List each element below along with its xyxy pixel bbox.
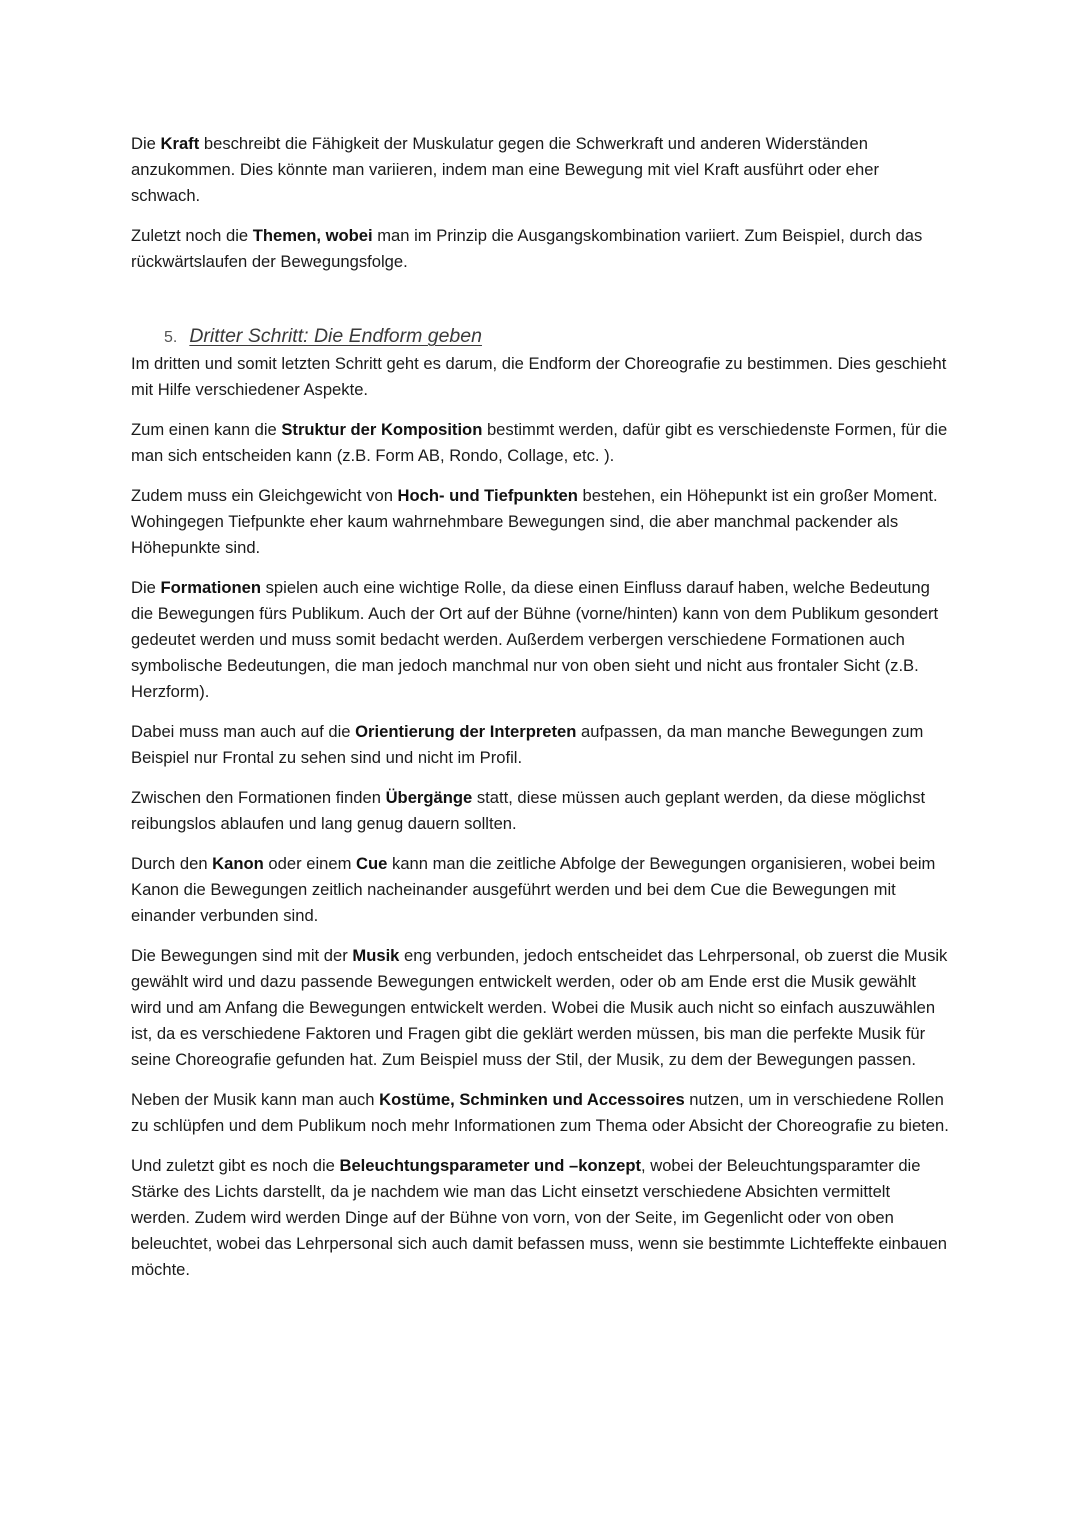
term-hoch-tiefpunkte: Hoch- und Tiefpunkten: [397, 486, 578, 505]
paragraph-orientierung: Dabei muss man auch auf die Orientierung der Interpreten aufpassen, da man manche Bewegungen zum Beispiel nur Frontal zu sehen sind und nicht im Profil.: [131, 722, 924, 767]
term-cue: Cue: [356, 854, 388, 873]
paragraph-uebergaenge: Zwischen den Formationen finden Übergänge statt, diese müssen auch geplant werden, da diese möglichst reibungslos ablaufen und lang genug dauern sollten.: [131, 788, 926, 833]
paragraph-kostueme: Neben der Musik kann man auch Kostüme, Schminken und Accessoires nutzen, um in verschiedene Rollen zu schlüpfen und dem Publikum noch mehr Informationen zum Thema oder Absicht der Choreografie zu bieten.: [131, 1090, 949, 1135]
paragraph-musik: Die Bewegungen sind mit der Musik eng verbunden, jedoch entscheidet das Lehrpersonal, ob zuerst die Musik gewählt wird und dazu passende Bewegungen entwickelt werden, oder ob am Ende erst die Musik gewählt wird und am Anfang die Bewegungen entwickelt werden. Wobei die Musik auch nicht so einfach auszuwählen ist, da es verschiedene Faktoren und Fragen gibt die geklärt werden müssen, bis man die perfekte Musik für seine Choreografie gefunden hat. Zum Beispiel muss der Stil, der Musik, zu dem der Bewegungen passen.: [131, 946, 948, 1069]
term-formationen: Formationen: [160, 578, 262, 597]
term-struktur: Struktur der Komposition: [281, 420, 483, 439]
paragraph-intro: Im dritten und somit letzten Schritt geht es darum, die Endform der Choreografie zu bestimmen. Dies geschieht mit Hilfe verschiedener Aspekte.: [131, 354, 947, 399]
section-number: 5.: [164, 329, 178, 346]
paragraph-kanon-cue: Durch den Kanon oder einem Cue kann man die zeitliche Abfolge der Bewegungen organisieren, wobei beim Kanon die Bewegungen zeitlich nacheinander ausgeführt werden und bei dem Cue die Bewegungen mit einander verbunden sind.: [131, 854, 936, 925]
paragraph-hoch-tiefpunkte: Zudem muss ein Gleichgewicht von Hoch- und Tiefpunkten bestehen, ein Höhepunkt ist ein großer Moment. Wohingegen Tiefpunkte eher kaum wahrnehmbare Bewegungen sind, die aber manchmal packender als Höhepunkte sind.: [131, 486, 938, 557]
section-title: Dritter Schritt: Die Endform geben: [189, 325, 482, 347]
term-uebergaenge: Übergänge: [385, 788, 473, 807]
term-kostueme: Kostüme, Schminken und Accessoires: [379, 1090, 685, 1109]
term-orientierung: Orientierung der Interpreten: [355, 722, 577, 741]
document-page: [131, 131, 951, 1297]
term-musik: Musik: [352, 946, 400, 965]
paragraph-kraft: Die Kraft beschreibt die Fähigkeit der Muskulatur gegen die Schwerkraft und anderen Widerständen anzukommen. Dies könnte man variieren, indem man eine Bewegung mit viel Kraft ausführt oder eher schwach.: [131, 134, 880, 205]
term-kanon: Kanon: [212, 854, 264, 873]
term-themen: Themen, wobei: [252, 226, 373, 245]
paragraph-beleuchtung: Und zuletzt gibt es noch die Beleuchtungsparameter und –konzept, wobei der Beleuchtungsparamter die Stärke des Lichts darstellt, da je nachdem wie man das Licht einsetzt verschiedene Absichten vermittelt werden. Zudem wird werden Dinge auf der Bühne von vorn, von der Seite, im Gegenlicht oder von oben beleuchtet, wobei das Lehrpersonal sich auch damit befassen muss, wenn sie bestimmte Lichteffekte einbauen möchte.: [131, 1156, 948, 1279]
term-kraft: Kraft: [160, 134, 200, 153]
section-heading: [164, 323, 951, 351]
paragraph-themen: Zuletzt noch die Themen, wobei man im Prinzip die Ausgangskombination variiert. Zum Beispiel, durch das rückwärtslaufen der Bewegungsfolge.: [131, 226, 923, 271]
term-beleuchtung: Beleuchtungsparameter und –konzept: [339, 1156, 641, 1175]
paragraph-formationen: Die Formationen spielen auch eine wichtige Rolle, da diese einen Einfluss darauf haben, welche Bedeutung die Bewegungen fürs Publikum. Auch der Ort auf der Bühne (vorne/hinten) kann von dem Publikum gesondert gedeutet werden und muss somit bedacht werden. Außerdem verbergen verschiedene Formationen auch symbolische Bedeutungen, die man jedoch manchmal nur von oben sieht und nicht aus frontaler Sicht (z.B. Herzform).: [131, 578, 939, 701]
paragraph-struktur: Zum einen kann die Struktur der Komposition bestimmt werden, dafür gibt es verschiedenste Formen, für die man sich entscheiden kann (z.B. Form AB, Rondo, Collage, etc. ).: [131, 420, 948, 465]
